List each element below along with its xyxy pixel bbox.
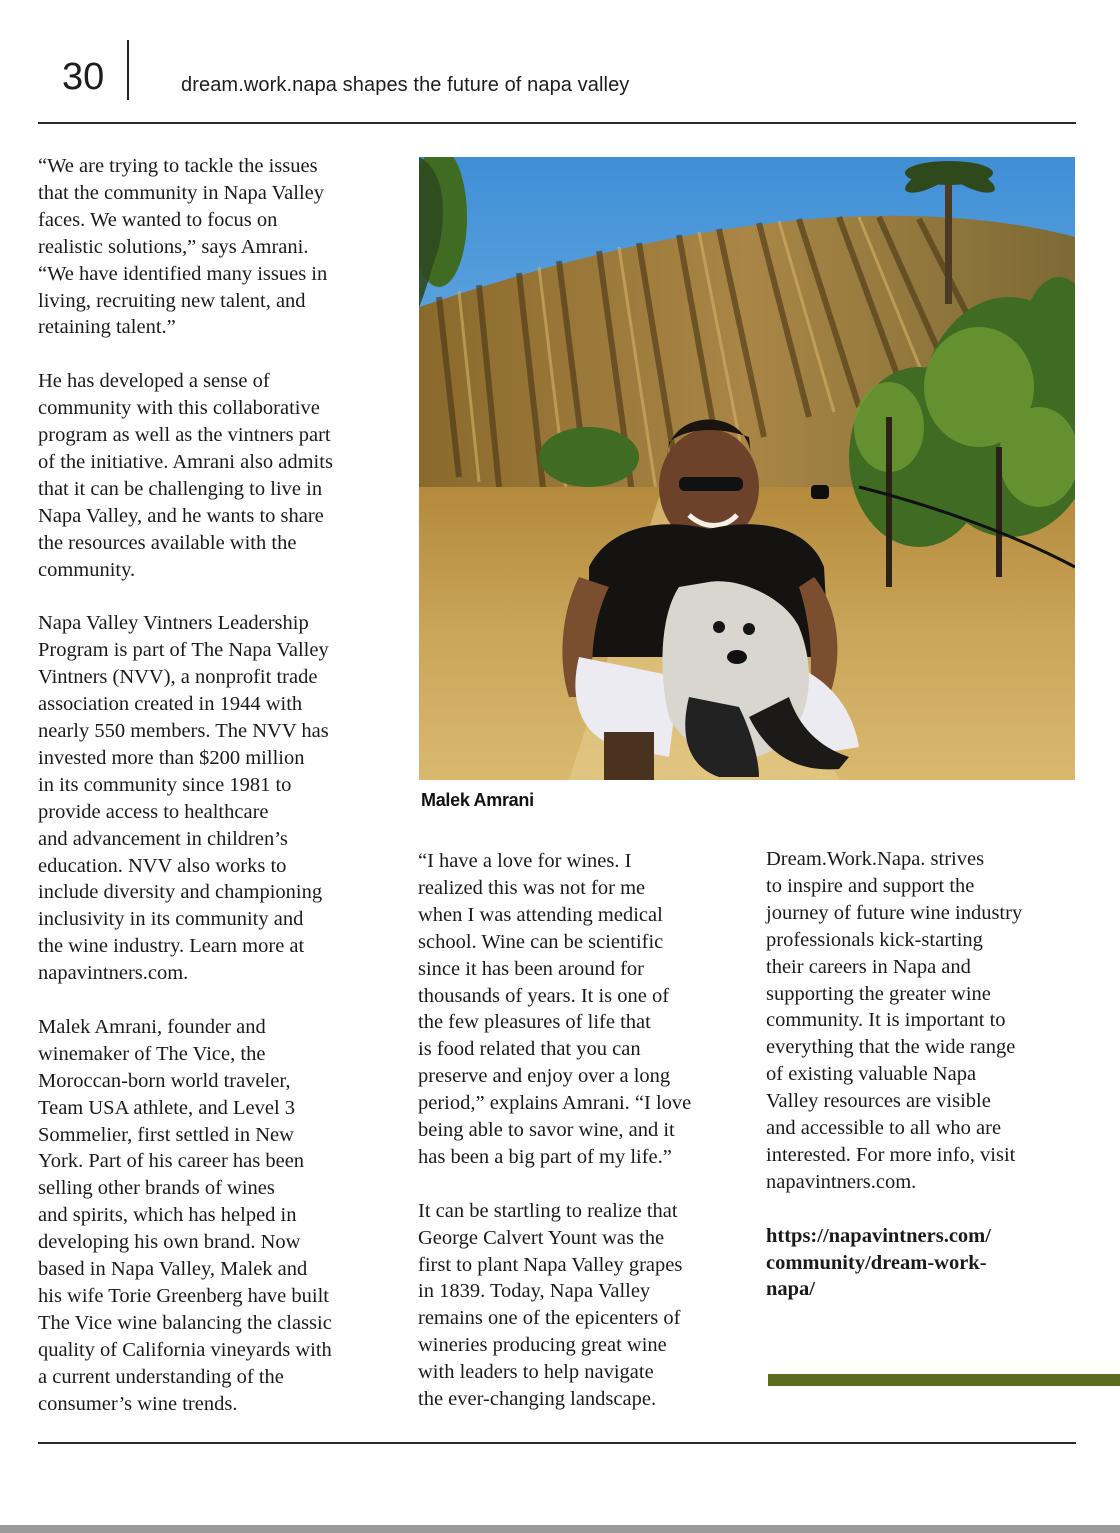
- left-paragraph-4: Malek Amrani, founder and winemaker of The Vice, the Moroccan-born world traveler, Team USA athlete, and Level 3 Sommelier, first settled in New York. Part of his career has been selling other brands of wines and spirits, which has helped in developing his own brand. Now based in Napa Valley, Malek and his wife Torie Greenberg have built The Vice wine balancing the classic quality of California vineyards with a current understanding of the consumer’s wine trends.: [38, 1015, 332, 1415]
- left-column: [38, 153, 410, 1444]
- accent-bar: [768, 1374, 1120, 1386]
- right-column: [766, 846, 1086, 1330]
- photo-caption: Malek Amrani: [421, 790, 534, 810]
- vineyard-photo-illustration: [419, 157, 1075, 780]
- middle-paragraph-2: It can be startling to realize that George Calvert Yount was the first to plant Napa Valley grapes in 1839. Today, Napa Valley remains one of the epicenters of wineries producing great wine with leaders to help navigate the ever-changing landscape.: [418, 1199, 683, 1411]
- right-paragraph-1: Dream.Work.Napa. strives to inspire and support the journey of future wine industry professionals kick-starting their careers in Napa and supporting the greater wine community. It is important to everything that the wide range of existing valuable Napa Valley resources are visible and accessible to all who are interested. For more info, visit napavintners.com.: [766, 848, 1023, 1193]
- page-number: 30: [62, 56, 105, 98]
- portrait-photo: [419, 157, 1075, 780]
- page-edge-shadow: [0, 1525, 1120, 1533]
- left-paragraph-2: He has developed a sense of community with this collaborative program as well as the vintners part of the initiative. Amrani also admits that it can be challenging to live in Napa Valley, and he wants to share the resources available with the community.: [38, 370, 333, 581]
- header-rule: [38, 122, 1076, 124]
- left-paragraph-1: “We are trying to tackle the issues that the community in Napa Valley faces. We wanted to focus on realistic solutions,” says Amrani. “We have identified many issues in living, recruiting new talent, and retaining talent.”: [38, 155, 328, 339]
- footer-rule: [38, 1442, 1076, 1444]
- left-paragraph-3: Napa Valley Vintners Leadership Program is part of The Napa Valley Vintners (NVV), a nonprofit trade association created in 1944 with nearly 550 members. The NVV has invested more than $200 million in its community since 1981 to provide access to healthcare and advancement in children’s education. NVV also works to include diversity and championing inclusivity in its community and the wine industry. Learn more at napavintners.com.: [38, 612, 329, 985]
- dream-work-napa-link[interactable]: https://napavintners.com/ community/dream-work- napa/: [766, 1224, 991, 1301]
- middle-paragraph-1: “I have a love for wines. I realized this was not for me when I was attending medical school. Wine can be scientific since it has been around for thousands of years. It is one of the few pleasures of life that is food related that you can preserve and enjoy over a long period,” explains Amrani. “I love being able to savor wine, and it has been a big part of my life.”: [418, 850, 692, 1168]
- middle-column: [418, 848, 748, 1440]
- header-divider: [127, 40, 129, 100]
- running-title: dream.work.napa shapes the future of napa valley: [181, 74, 630, 96]
